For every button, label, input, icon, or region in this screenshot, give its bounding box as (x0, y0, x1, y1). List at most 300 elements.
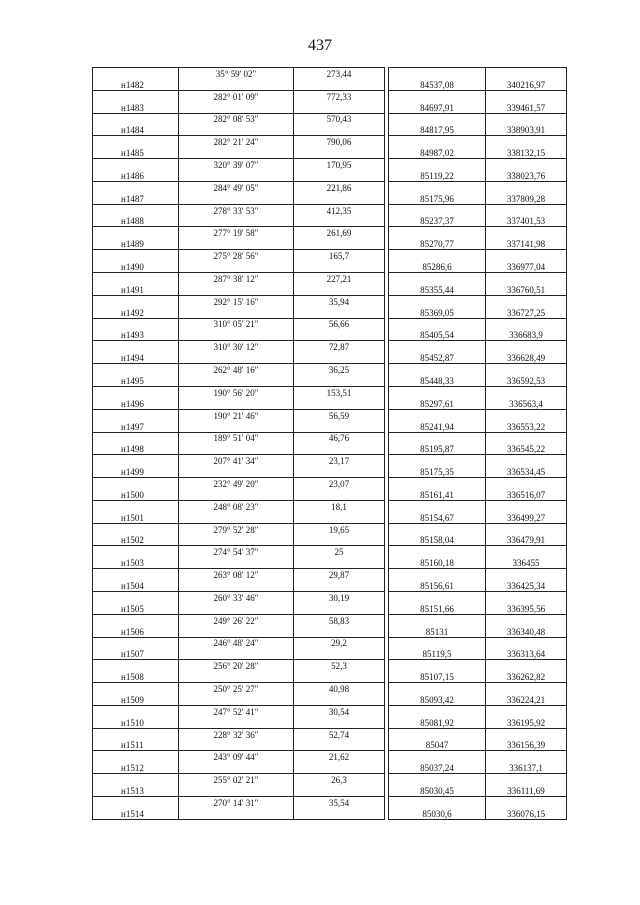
empty-y-cell (486, 90, 567, 101)
y-coordinate-cell: 336455 (486, 557, 567, 568)
x-coordinate-cell: 85151,66 (389, 603, 486, 614)
empty-length-cell (294, 375, 385, 386)
empty-name-cell (93, 728, 179, 739)
empty-y-cell (486, 546, 567, 557)
empty-length-cell (294, 740, 385, 751)
segment-row (93, 90, 567, 101)
point-row (93, 216, 567, 227)
empty-angle-cell (179, 307, 294, 318)
empty-length-cell (294, 512, 385, 523)
segment-row (93, 751, 567, 762)
x-coordinate-cell: 84697,91 (389, 102, 486, 113)
direction-angle-cell: 284° 49' 05" (179, 181, 294, 192)
empty-x-cell (389, 432, 486, 443)
segment-length-cell: 40,98 (294, 683, 385, 694)
segment-length-cell: 30,54 (294, 705, 385, 716)
segment-length-cell: 52,74 (294, 728, 385, 739)
segment-length-cell: 153,51 (294, 386, 385, 397)
empty-y-cell (486, 500, 567, 511)
empty-x-cell (389, 774, 486, 785)
direction-angle-cell: 279° 52' 28" (179, 523, 294, 534)
point-row (93, 466, 567, 477)
coordinates-table (92, 67, 567, 820)
empty-angle-cell (179, 170, 294, 181)
empty-angle-cell (179, 352, 294, 363)
empty-y-cell (486, 432, 567, 443)
point-row (93, 671, 567, 682)
point-name-cell: н1495 (93, 375, 179, 386)
empty-name-cell (93, 318, 179, 329)
y-coordinate-cell: 337809,28 (486, 193, 567, 204)
empty-x-cell (389, 797, 486, 808)
segment-length-cell: 36,25 (294, 364, 385, 375)
segment-length-cell: 46,76 (294, 432, 385, 443)
empty-angle-cell (179, 603, 294, 614)
empty-y-cell (486, 751, 567, 762)
empty-x-cell (389, 569, 486, 580)
empty-x-cell (389, 181, 486, 192)
direction-angle-cell: 232° 49' 20" (179, 478, 294, 489)
point-row (93, 785, 567, 796)
segment-length-cell: 25 (294, 546, 385, 557)
point-row (93, 626, 567, 637)
empty-y-cell (486, 523, 567, 534)
empty-y-cell (486, 159, 567, 170)
empty-length-cell (294, 147, 385, 158)
direction-angle-cell: 256° 20' 28" (179, 660, 294, 671)
empty-length-cell (294, 648, 385, 659)
empty-x-cell (389, 409, 486, 420)
empty-length-cell (294, 329, 385, 340)
empty-y-cell (486, 113, 567, 124)
direction-angle-cell: 35° 59' 02" (179, 68, 294, 79)
segment-row (93, 227, 567, 238)
empty-angle-cell (179, 102, 294, 113)
direction-angle-cell: 282° 01' 09" (179, 90, 294, 101)
empty-y-cell (486, 705, 567, 716)
segment-row (93, 614, 567, 625)
point-row (93, 421, 567, 432)
point-name-cell: н1511 (93, 740, 179, 751)
segment-length-cell: 29,87 (294, 569, 385, 580)
point-name-cell: н1485 (93, 147, 179, 158)
empty-x-cell (389, 500, 486, 511)
empty-y-cell (486, 204, 567, 215)
y-coordinate-cell: 336977,04 (486, 261, 567, 272)
empty-length-cell (294, 79, 385, 90)
empty-angle-cell (179, 671, 294, 682)
point-row (93, 603, 567, 614)
direction-angle-cell: 249° 26' 22" (179, 614, 294, 625)
empty-angle-cell (179, 762, 294, 773)
empty-angle-cell (179, 443, 294, 454)
empty-x-cell (389, 273, 486, 284)
x-coordinate-cell: 85119,5 (389, 648, 486, 659)
direction-angle-cell: 247° 52' 41" (179, 705, 294, 716)
empty-x-cell (389, 660, 486, 671)
point-row (93, 808, 567, 819)
direction-angle-cell: 228° 32' 36" (179, 728, 294, 739)
empty-x-cell (389, 90, 486, 101)
direction-angle-cell: 263° 08' 12" (179, 569, 294, 580)
direction-angle-cell: 310° 30' 12" (179, 341, 294, 352)
empty-y-cell (486, 478, 567, 489)
direction-angle-cell: 260° 33' 46" (179, 591, 294, 602)
empty-name-cell (93, 523, 179, 534)
empty-angle-cell (179, 512, 294, 523)
y-coordinate-cell: 336340,48 (486, 626, 567, 637)
point-row (93, 307, 567, 318)
x-coordinate-cell: 85237,37 (389, 216, 486, 227)
x-coordinate-cell: 85154,67 (389, 512, 486, 523)
empty-x-cell (389, 204, 486, 215)
empty-name-cell (93, 591, 179, 602)
empty-name-cell (93, 432, 179, 443)
segment-length-cell: 29,2 (294, 637, 385, 648)
x-coordinate-cell: 85131 (389, 626, 486, 637)
y-coordinate-cell: 337141,98 (486, 238, 567, 249)
segment-row (93, 683, 567, 694)
point-name-cell: н1502 (93, 535, 179, 546)
point-name-cell: н1488 (93, 216, 179, 227)
point-row (93, 398, 567, 409)
empty-length-cell (294, 671, 385, 682)
segment-row (93, 523, 567, 534)
point-row (93, 238, 567, 249)
point-name-cell: н1500 (93, 489, 179, 500)
y-coordinate-cell: 336195,92 (486, 717, 567, 728)
empty-y-cell (486, 683, 567, 694)
segment-row (93, 774, 567, 785)
empty-length-cell (294, 694, 385, 705)
empty-y-cell (486, 386, 567, 397)
segment-row (93, 181, 567, 192)
empty-length-cell (294, 352, 385, 363)
segment-length-cell: 56,66 (294, 318, 385, 329)
empty-y-cell (486, 181, 567, 192)
segment-row (93, 660, 567, 671)
x-coordinate-cell: 85107,15 (389, 671, 486, 682)
y-coordinate-cell: 336760,51 (486, 284, 567, 295)
empty-x-cell (389, 68, 486, 79)
y-coordinate-cell: 336262,82 (486, 671, 567, 682)
empty-name-cell (93, 455, 179, 466)
empty-angle-cell (179, 79, 294, 90)
x-coordinate-cell: 84537,08 (389, 79, 486, 90)
empty-y-cell (486, 318, 567, 329)
empty-x-cell (389, 637, 486, 648)
empty-angle-cell (179, 261, 294, 272)
empty-angle-cell (179, 284, 294, 295)
direction-angle-cell: 282° 21' 24" (179, 136, 294, 147)
x-coordinate-cell: 84817,95 (389, 124, 486, 135)
segment-row (93, 478, 567, 489)
segment-row (93, 409, 567, 420)
empty-length-cell (294, 421, 385, 432)
point-row (93, 740, 567, 751)
segment-row (93, 705, 567, 716)
x-coordinate-cell: 85405,54 (389, 329, 486, 340)
empty-x-cell (389, 683, 486, 694)
point-row (93, 352, 567, 363)
empty-angle-cell (179, 398, 294, 409)
x-coordinate-cell: 85175,35 (389, 466, 486, 477)
point-name-cell: н1513 (93, 785, 179, 796)
empty-length-cell (294, 808, 385, 819)
segment-row (93, 273, 567, 284)
empty-length-cell (294, 124, 385, 135)
x-coordinate-cell: 85241,94 (389, 421, 486, 432)
direction-angle-cell: 277° 19' 58" (179, 227, 294, 238)
point-name-cell: н1507 (93, 648, 179, 659)
direction-angle-cell: 255° 02' 21" (179, 774, 294, 785)
empty-x-cell (389, 159, 486, 170)
direction-angle-cell: 250° 25' 27" (179, 683, 294, 694)
segment-length-cell: 412,35 (294, 204, 385, 215)
segment-row (93, 386, 567, 397)
empty-length-cell (294, 557, 385, 568)
point-name-cell: н1499 (93, 466, 179, 477)
direction-angle-cell: 189° 51' 04" (179, 432, 294, 443)
point-row (93, 102, 567, 113)
y-coordinate-cell: 336534,45 (486, 466, 567, 477)
empty-y-cell (486, 273, 567, 284)
empty-name-cell (93, 90, 179, 101)
point-row (93, 762, 567, 773)
segment-row (93, 591, 567, 602)
empty-angle-cell (179, 375, 294, 386)
y-coordinate-cell: 336553,22 (486, 421, 567, 432)
empty-y-cell (486, 455, 567, 466)
segment-length-cell: 58,83 (294, 614, 385, 625)
empty-length-cell (294, 535, 385, 546)
segment-length-cell: 570,43 (294, 113, 385, 124)
empty-x-cell (389, 318, 486, 329)
empty-x-cell (389, 546, 486, 557)
empty-y-cell (486, 68, 567, 79)
empty-length-cell (294, 466, 385, 477)
y-coordinate-cell: 340216,97 (486, 79, 567, 90)
segment-length-cell: 26,3 (294, 774, 385, 785)
empty-name-cell (93, 660, 179, 671)
empty-y-cell (486, 364, 567, 375)
y-coordinate-cell: 336425,34 (486, 580, 567, 591)
y-coordinate-cell: 336592,53 (486, 375, 567, 386)
point-name-cell: н1504 (93, 580, 179, 591)
y-coordinate-cell: 336313,64 (486, 648, 567, 659)
segment-length-cell: 21,62 (294, 751, 385, 762)
point-name-cell: н1497 (93, 421, 179, 432)
y-coordinate-cell: 336224,21 (486, 694, 567, 705)
point-name-cell: н1509 (93, 694, 179, 705)
x-coordinate-cell: 85297,61 (389, 398, 486, 409)
y-coordinate-cell: 336683,9 (486, 329, 567, 340)
point-name-cell: н1496 (93, 398, 179, 409)
direction-angle-cell: 207° 41' 34" (179, 455, 294, 466)
direction-angle-cell: 270° 14' 31" (179, 797, 294, 808)
empty-angle-cell (179, 785, 294, 796)
empty-y-cell (486, 637, 567, 648)
table-body (93, 68, 567, 820)
x-coordinate-cell: 85286,6 (389, 261, 486, 272)
segment-row (93, 250, 567, 261)
empty-angle-cell (179, 238, 294, 249)
empty-name-cell (93, 705, 179, 716)
empty-angle-cell (179, 535, 294, 546)
segment-length-cell: 772,33 (294, 90, 385, 101)
empty-angle-cell (179, 557, 294, 568)
direction-angle-cell: 282° 08' 53" (179, 113, 294, 124)
empty-y-cell (486, 569, 567, 580)
point-row (93, 261, 567, 272)
y-coordinate-cell: 336111,69 (486, 785, 567, 796)
empty-angle-cell (179, 216, 294, 227)
y-coordinate-cell: 338903,91 (486, 124, 567, 135)
point-name-cell: н1494 (93, 352, 179, 363)
empty-x-cell (389, 591, 486, 602)
point-row (93, 443, 567, 454)
empty-y-cell (486, 136, 567, 147)
segment-row (93, 204, 567, 215)
point-row (93, 489, 567, 500)
x-coordinate-cell: 85047 (389, 740, 486, 751)
segment-row (93, 455, 567, 466)
direction-angle-cell: 246° 48' 24" (179, 637, 294, 648)
point-name-cell: н1482 (93, 79, 179, 90)
segment-length-cell: 261,69 (294, 227, 385, 238)
empty-length-cell (294, 238, 385, 249)
point-name-cell: н1498 (93, 443, 179, 454)
empty-angle-cell (179, 580, 294, 591)
empty-name-cell (93, 68, 179, 79)
direction-angle-cell: 310° 05' 21" (179, 318, 294, 329)
point-name-cell: н1512 (93, 762, 179, 773)
point-name-cell: н1492 (93, 307, 179, 318)
empty-x-cell (389, 341, 486, 352)
segment-row (93, 797, 567, 808)
segment-row (93, 569, 567, 580)
empty-length-cell (294, 580, 385, 591)
y-coordinate-cell: 337401,53 (486, 216, 567, 227)
segment-row (93, 364, 567, 375)
point-row (93, 717, 567, 728)
empty-name-cell (93, 386, 179, 397)
direction-angle-cell: 243° 09' 44" (179, 751, 294, 762)
point-row (93, 535, 567, 546)
point-row (93, 147, 567, 158)
y-coordinate-cell: 338132,15 (486, 147, 567, 158)
empty-length-cell (294, 717, 385, 728)
direction-angle-cell: 292° 15' 16" (179, 295, 294, 306)
y-coordinate-cell: 336076,15 (486, 808, 567, 819)
point-name-cell: н1503 (93, 557, 179, 568)
point-row (93, 580, 567, 591)
empty-length-cell (294, 170, 385, 181)
x-coordinate-cell: 85161,41 (389, 489, 486, 500)
empty-angle-cell (179, 329, 294, 340)
x-coordinate-cell: 85030,45 (389, 785, 486, 796)
y-coordinate-cell: 336156,39 (486, 740, 567, 751)
direction-angle-cell: 287° 38' 12" (179, 273, 294, 284)
point-name-cell: н1514 (93, 808, 179, 819)
empty-angle-cell (179, 740, 294, 751)
direction-angle-cell: 320° 39' 07" (179, 159, 294, 170)
direction-angle-cell: 274° 54' 37" (179, 546, 294, 557)
empty-name-cell (93, 227, 179, 238)
empty-angle-cell (179, 694, 294, 705)
empty-length-cell (294, 443, 385, 454)
point-row (93, 79, 567, 90)
direction-angle-cell: 278° 33' 53" (179, 204, 294, 215)
x-coordinate-cell: 85355,44 (389, 284, 486, 295)
empty-name-cell (93, 181, 179, 192)
empty-name-cell (93, 136, 179, 147)
x-coordinate-cell: 85030,6 (389, 808, 486, 819)
y-coordinate-cell: 336563,4 (486, 398, 567, 409)
point-row (93, 329, 567, 340)
x-coordinate-cell: 85119,22 (389, 170, 486, 181)
direction-angle-cell: 248° 08' 23" (179, 500, 294, 511)
point-name-cell: н1493 (93, 329, 179, 340)
segment-length-cell: 165,7 (294, 250, 385, 261)
point-row (93, 124, 567, 135)
point-name-cell: н1491 (93, 284, 179, 295)
empty-y-cell (486, 295, 567, 306)
y-coordinate-cell: 338023,76 (486, 170, 567, 181)
empty-length-cell (294, 762, 385, 773)
segment-row (93, 341, 567, 352)
x-coordinate-cell: 85452,87 (389, 352, 486, 363)
segment-length-cell: 72,87 (294, 341, 385, 352)
empty-angle-cell (179, 466, 294, 477)
y-coordinate-cell: 339461,57 (486, 102, 567, 113)
empty-x-cell (389, 728, 486, 739)
x-coordinate-cell: 85156,61 (389, 580, 486, 591)
point-row (93, 648, 567, 659)
empty-name-cell (93, 341, 179, 352)
y-coordinate-cell: 336137,1 (486, 762, 567, 773)
empty-angle-cell (179, 193, 294, 204)
x-coordinate-cell: 85195,87 (389, 443, 486, 454)
empty-y-cell (486, 797, 567, 808)
empty-name-cell (93, 113, 179, 124)
point-name-cell: н1501 (93, 512, 179, 523)
direction-angle-cell: 190° 56' 20" (179, 386, 294, 397)
point-row (93, 512, 567, 523)
empty-angle-cell (179, 717, 294, 728)
empty-x-cell (389, 455, 486, 466)
empty-angle-cell (179, 489, 294, 500)
segment-length-cell: 170,95 (294, 159, 385, 170)
y-coordinate-cell: 336516,07 (486, 489, 567, 500)
empty-name-cell (93, 546, 179, 557)
x-coordinate-cell: 85093,42 (389, 694, 486, 705)
segment-row (93, 500, 567, 511)
segment-length-cell: 227,21 (294, 273, 385, 284)
point-name-cell: н1505 (93, 603, 179, 614)
point-name-cell: н1487 (93, 193, 179, 204)
empty-name-cell (93, 159, 179, 170)
point-name-cell: н1489 (93, 238, 179, 249)
segment-length-cell: 221,86 (294, 181, 385, 192)
segment-row (93, 728, 567, 739)
empty-name-cell (93, 751, 179, 762)
point-row (93, 170, 567, 181)
segment-length-cell: 23,17 (294, 455, 385, 466)
empty-name-cell (93, 250, 179, 261)
empty-angle-cell (179, 626, 294, 637)
x-coordinate-cell: 85175,96 (389, 193, 486, 204)
